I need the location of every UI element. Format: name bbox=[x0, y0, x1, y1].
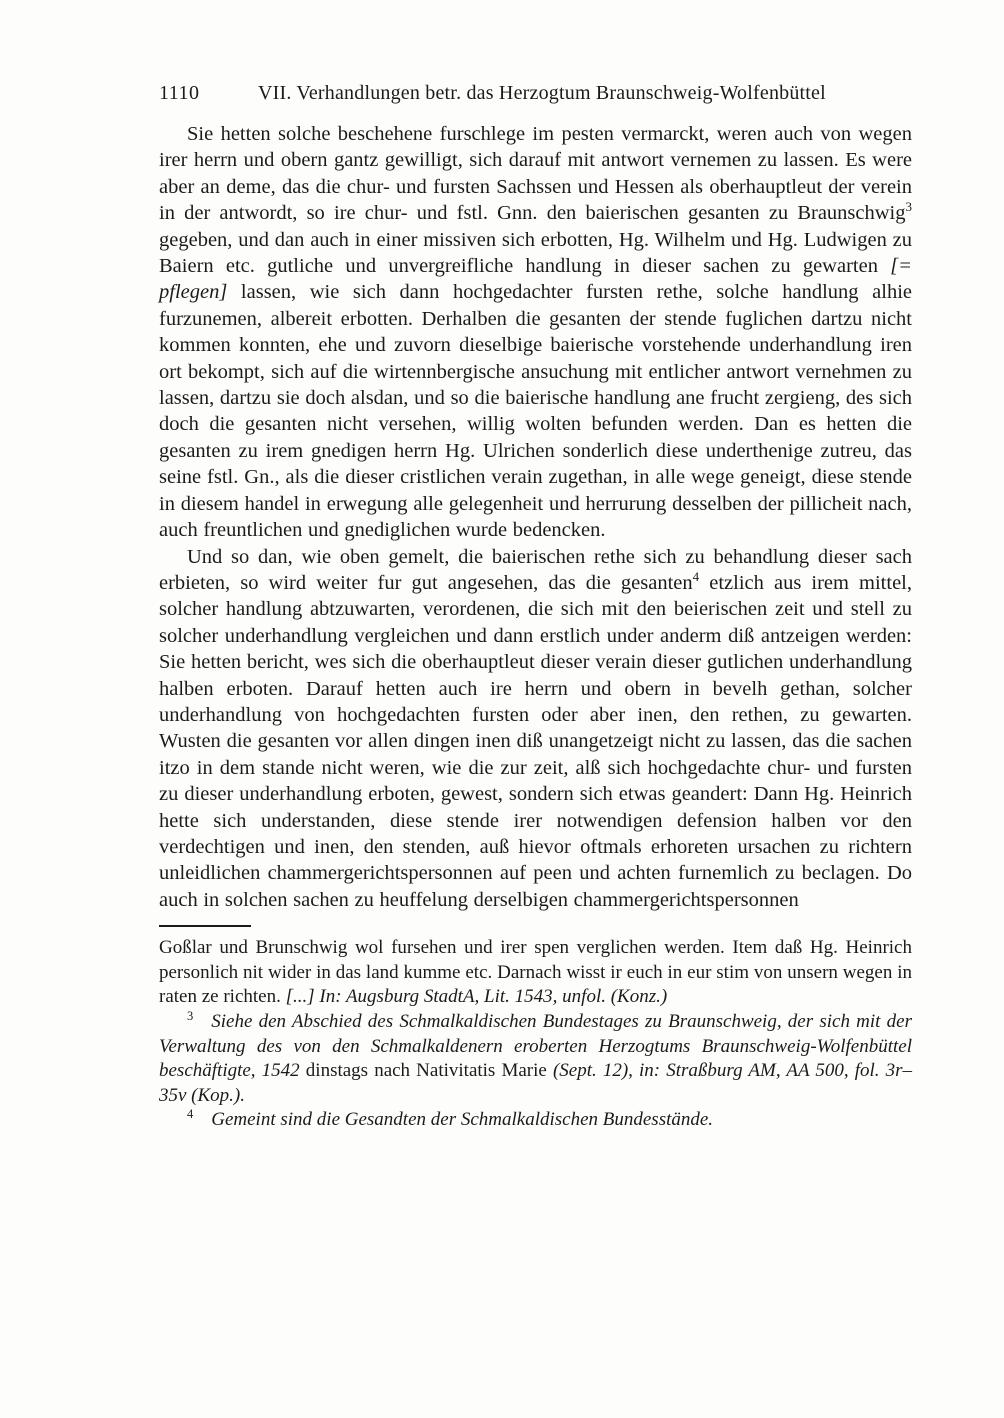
text-run: Und so dan, wie oben gemelt, die baierischen rethe sich zu behandlung dieser sach erbieten, so wird weiter fur gut angesehen, das die gesanten bbox=[159, 545, 912, 594]
source-citation: [...] In: Augsburg StadtA, Lit. 1543, unfol. (Konz.) bbox=[285, 986, 668, 1008]
source-citation: (Sept. 12), in: Straßburg AM, AA 500, fol. 3r–35v (Kop.). bbox=[159, 1060, 913, 1106]
running-header bbox=[159, 80, 912, 106]
footnote-ref-4: 4 bbox=[692, 569, 700, 585]
text-run: Goßlar und Brunschwig wol fursehen und irer spen verglichen werden. Item daß Hg. Heinrich personlich nit wider in das land kumme etc. Darnach wisst ir euch in eur stim von unsern wegen in raten ze richten. bbox=[159, 937, 912, 1008]
text-run: dinstags nach Nativitatis Marie bbox=[305, 1060, 553, 1082]
footnotes-section bbox=[159, 936, 912, 1133]
footnote-3 bbox=[159, 1010, 912, 1108]
text-run: etzlich aus irem mittel, solcher handlung abtzuwarten, verordenen, die sich mit den beierischen zeit und stell zu solcher underhandlung vergleichen und dann erstlich under anderm diß antzeigen werden: Sie hetten bericht, wes sich die oberhauptleut dieser verain dieser gutlichen underhandlung halben erboten. Darauf hetten auch ire herrn und obern in bevelh gethan, solcher underhandlung von hochgedachten fursten oder aber inen, den rethen, zu gewarten. Wusten die gesanten vor allen dingen inen diß unangetzeigt nicht zu lassen, das die sachen itzo in dem stande nicht weren, wie die zur zeit, alß sich hochgedachte chur- und fursten zu dieser underhandlung erboten, gewest, sondern sich etwas geandert: Dann Hg. Heinrich hette sich understanden, diese stende irer notwendigen defension halben vor den verdechtigen und inen, den stenden, auß hievor oftmals erhoreten ursachen zu richtern unleidlichen chammergerichtspersonnen auf peen und achten furnemlich zu beclagen. Do auch in solchen sachen zu heuffelung derselbigen chammergerichtspersonnen bbox=[159, 571, 912, 911]
body-paragraph-2 bbox=[159, 544, 912, 914]
footnote-continuation bbox=[159, 936, 912, 1010]
text-run: Sie hetten solche beschehene furschlege im pesten vermarckt, weren auch von wegen irer herrn und obern gantz gewilligt, sich darauf mit antwort vernemen zu lassen. Es were aber an deme, das die chur- und fursten Sachssen und Hessen als oberhauptleut der verein in der antwordt, so ire chur- und fstl. Gnn. den baierischen gesanten zu Braunschwig bbox=[159, 123, 912, 225]
editorial-insertion: [= pflegen] bbox=[159, 255, 912, 304]
editorial-note: Siehe den Abschied des Schmalkaldischen Bundestages zu Braunschweig, der sich mit der Verwaltung des von den Schmalkaldenern eroberten Herzogtums Braunschweig-Wolfenbüttel beschäftigte, 1542 bbox=[159, 1010, 912, 1082]
text-run: gegeben, und dan auch in einer missiven sich erbotten, Hg. Wilhelm und Hg. Ludwigen zu Baiern etc. gutliche und unvergreifliche handlung in dieser sachen zu gewarten bbox=[159, 228, 912, 278]
page-number: 1110 bbox=[159, 82, 200, 104]
main-text bbox=[159, 121, 912, 913]
editorial-note: Gemeint sind die Gesandten der Schmalkaldischen Bundesstände. bbox=[211, 1109, 714, 1131]
footnote-4-number: 4 bbox=[187, 1107, 194, 1122]
footnote-separator-rule bbox=[159, 925, 251, 927]
footnote-4 bbox=[159, 1108, 912, 1133]
page-content-column bbox=[159, 80, 912, 1133]
text-run: lassen, wie sich dann hochgedachter fursten rethe, solche handlung alhie furzunemen, albereit erbotten. Derhalben die gesanten der stende fuglichen dartzu nicht kommen konnten, ehe und zuvorn dieselbige baierische vorstehende underhandlung iren ort bekompt, sich auf die wirtennbergische ansuchung mit entlicher antwort vernehmen zu lassen, dartzu sie doch alsdan, und so die baierische handlung ane frucht zergieng, des sich doch die gesanten nicht versehen, willig wolten befunden werden. Dan es hetten die gesanten zu irem gnedigen herrn Hg. Ulrichen sonderlich diese underthenige zutreu, das seine fstl. Gn., als die dieser cristlichen verain zugethan, in alle wege geneigt, diese stende in diesem handel in erwegung alle gelegenheit und herrurung desselben der pillicheit nach, auch freuntlichen und gnediglichen wurde bedencken. bbox=[159, 281, 912, 542]
running-title: VII. Verhandlungen betr. das Herzogtum Braunschweig-Wolfenbüttel bbox=[258, 82, 826, 104]
footnote-3-number: 3 bbox=[187, 1008, 194, 1023]
footnote-ref-3: 3 bbox=[905, 199, 912, 215]
body-paragraph-1 bbox=[159, 121, 912, 544]
